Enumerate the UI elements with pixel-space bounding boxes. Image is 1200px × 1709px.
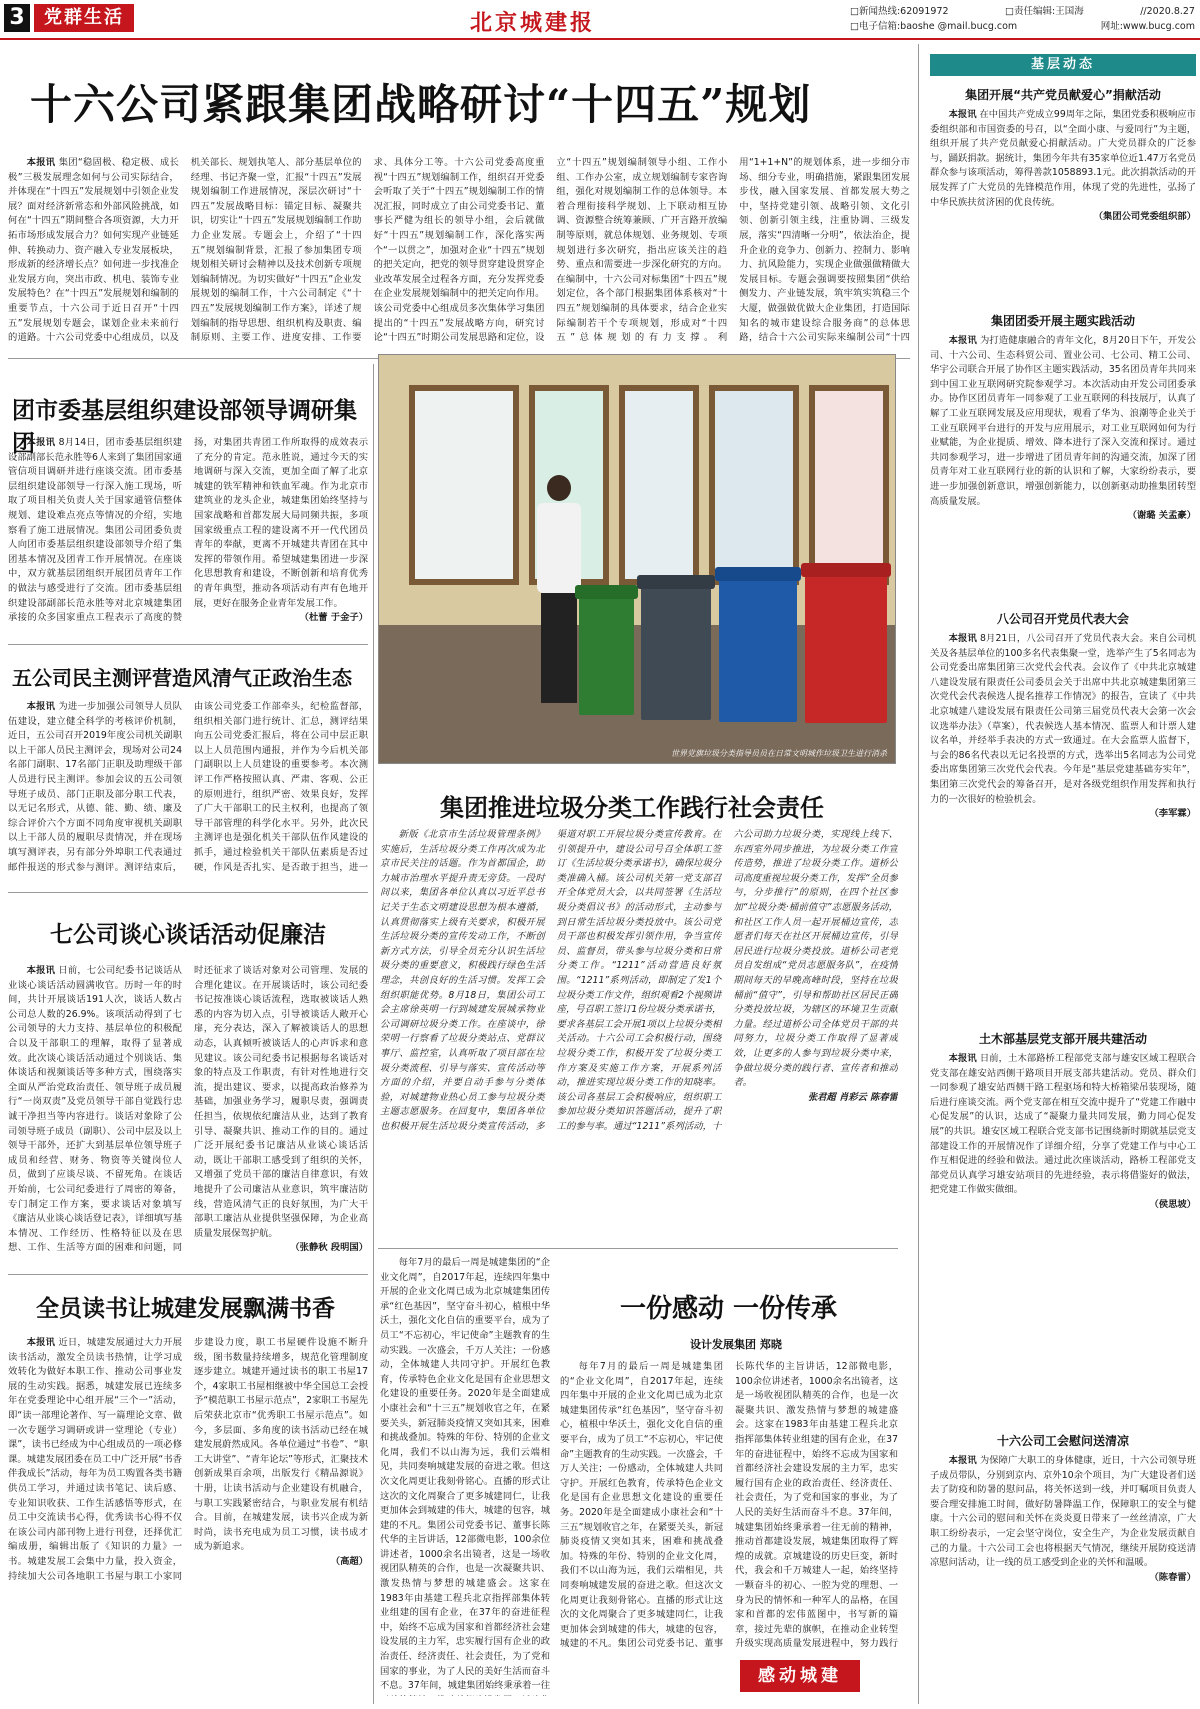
masthead-meta xyxy=(850,4,1195,34)
article-7-col-2 xyxy=(560,1360,898,1656)
article-5-text: 近日，城建发展通过大力开展读书活动，激发全员读书热情，让学习成效转化为做好本职工作、推动公司事业发展的生动实践。据悉，城建发展已连续多年在党委理论中心组开展“三个一”活动，即“读一部理论著作、写一篇理论文章、做一次专题学习调研或讲一堂理论（专业）课”，读书已经成为中心组成员的一项必修课。城建发展团委在员工中广泛开展“书香伴我成长”活动，每年为员工购置各类书籍供员工学习，并通过读书笔记、读后感、专业知识收获、工作生活感悟等形式，在员工中交流读书心得，优秀读书心得不仅在该公司内部刊物上进行刊登，还择优汇编成册，编辑出版了《知识的力量》一书。城建发展工会集中力量，投入资金，持续加大公司各地职工书屋与职工小家同步建设力度，职工书屋硬件设施不断升级，图书数量持续增多，规范化管理制度逐步建立。城建开通过读书的职工书屋17个，4家职工书屋相继被中华全国总工会授予“模范职工书屋示范点”，2家职工书屋先后荣获北京市“优秀职工书屋示范点”。如今，多层面、多角度的读书活动已经在城建发展蔚然成风。各单位通过“书卷”、“职工大讲堂”、“青年论坛”等形式，汇聚技术创新成果百余项，出版发行《精品源说》十册，让读书活动与企业建设有机融合，与职工实践紧密结合，与职业发展有机结合。目前，在城建发展，读书兴企成为新时尚，读书充电成为员工习惯，读书成才成为新追求。 xyxy=(8,1337,368,1582)
sidebar-item-body: 本报讯 日前，土木部路桥工程部党支部与雄安区域工程联合党支部在雄安站西侧干路项目开展支部共建活动。党员、群众们一同参观了雄安站西侧干路工程驱场和特大桥箱梁吊装现场，随后进行座谈交流。两个党支部在相互交流中提升了“党建工作融中心促发展”的认识，达成了“凝聚力量共同发展，勤力同心促发展”的共识。雄安区域工程联合党支部书记围绕新时期就基层党支部建设工作的开展情况作了详细介绍，分享了党建工作与中心工作互相促进的经验和做法。通过此次座谈活动，路桥工程部党支部党员认真学习雄安站项目的先进经验，表示将借鉴好的做法，把党建工作做实做细。 （侯思坡） xyxy=(930,1052,1196,1422)
article-6-body xyxy=(380,828,898,1242)
sidebar-item-title: 集团团委开展主题实践活动 xyxy=(990,314,1135,328)
sidebar-item-byline: （侯思坡） xyxy=(1149,1198,1196,1210)
article-5-byline: （高超） xyxy=(330,1555,368,1567)
article-3-title: 五公司民主测评营造风清气正政治生态 xyxy=(12,666,352,690)
article-6-text: 新版《北京市生活垃圾管理条例》实施后，生活垃圾分类工作再次成为北京市民关注的话题。作为首都国企，助力城市治理水平提升责无旁贷。一段时间以来，集团各单位认真以习近平总书记关于生态文明建设思想为根本遵循，认真贯彻落实上级有关要求，积极开展生活垃圾分类的宣传发动工作，不断创新方式方法，引导全员充分认识生活垃圾分类的重要意义，积极践行绿色生活理念，共创良好的生活习惯。发挥工会组织职能优势。8月18日，集团公司工会主席徐英明一行到城建发展城承物业公司调研垃圾分类工作。在座谈中，徐荣明一行察看了垃圾分类站点、党群议事厅、监控室，认真听取了项目部在垃圾分类流程、引导与落实、宣传活动等方面的介绍，并要自动手参与分类体验，对城建物业热心员工参与垃圾分类主题志愿服务。在回复中，集团各单位也积极开展生活垃圾分类宣传活动，多渠道对职工开展垃圾分类宣传教育。在引领提升中，建设公司号召全体职工签订《生活垃圾分类承诺书》，确保垃圾分类准确入桶。该公司机关第一党支部召开全体党员大会，以共同签署《生活垃圾分类倡议书》的活动形式，主动参与到日常生活垃圾分类投放中。该公司党员干部也积极发挥引领作用，争当宣传员、监督员，带头参与垃圾分类和日常分类工作。“1211”活动营造良好氛围。“1211”系列活动，即制定了发1个垃圾分类工作文件，组织观看2个视频讲座，号召职工签订1份垃圾分类承诺书，要求各基层工会开展1项以上垃圾分类相关活动。十六公司工会积极行动，围绕垃圾分类工作，积极开发了垃圾分类工作方案及实施工作方案，开展系列活动，推进实现垃圾分类工作的知晓率。该公司各基层工会积极响应，组织职工参加垃圾分类知识答题活动，提升了职工的参与率。通过“1211”系列活动，十六公司助力垃圾分类，实现线上线下、东西室外同步推进，为垃圾分类工作宣传造势，推进了垃圾分类工作。道桥公司高度重视垃圾分类工作，发挥“全员参与，分步推行”的原则，在四个社区参加“垃圾分类·桶前值守”志愿服务活动，和社区工作人员一起开展桶边宣传，志愿者们每天在社区开展桶边宣传，引导居民进行垃圾分类投放。道桥公司老党员自发组成“党员志愿服务队”，在疫情期间每天的早晚高峰时段，坚持在垃圾桶前“值守”，引导和帮助社区居民正确分类投放垃圾，为辖区的环境卫生贡献力量。经过道桥公司全体党员干部的共同努力，垃圾分类工作取得了显著成效，让更多的人参与到垃圾分类中来，争做垃圾分类的践行者、宣传者和推动者。 xyxy=(380,829,898,1132)
sidebar-item-title: 集团开展“共产党员献爱心”捐献活动 xyxy=(965,88,1161,102)
article-2-text: 8月14日，团市委基层组织建设部副部长范永胜等6人来到了集团国家通管信项目调研并进行座谈交流。团市委基层组织建设部领导一行深入施工现场，听取了项目相关负责人关于国家通管信整体规划、建设难点亮点等情况的介绍，实地察看了施工进展情况。集团公司团委负责人向团市委基层组织建设部领导介绍了集团基本情况及团青工作开展情况。在座谈中，双方就基层团组织开展团员青年工作的做法与感受进行了交流。团市委基层组织建设部副部长范永胜等对北京城建集团承接的众多国家重点工程表示了高度的赞扬，对集团共青团工作所取得的成效表示了充分的肯定。范永胜说，通过今天的实地调研与深入交流，更加全面了解了北京城建的铁军精神和铁血军魂。作为北京市建筑业的龙头企业，城建集团始终坚持与国家战略和首都发展大局同频共振，多项国家级重点工程的建设离不开一代代团员青年的奉献，更离不开城建共青团在其中发挥的带领作用。希望城建集团进一步深化思想教育和建设，不断创新和培育优秀的青年典型，推动各项活动有声有色地开展，更好在服务企业青年发展工作。 xyxy=(8,437,368,624)
article-7-col-1 xyxy=(380,1256,550,1696)
column-divider xyxy=(373,364,374,1704)
article-2-byline: （杜蕾 于金子） xyxy=(299,612,368,624)
sidebar-item-byline: （集团公司党委组织部） xyxy=(1093,211,1196,223)
sidebar xyxy=(930,44,1196,1704)
photo-panel xyxy=(409,385,519,585)
sidebar-item-byline: （陈春雷） xyxy=(1149,1571,1196,1583)
sidebar-item-title: 八公司召开党员代表大会 xyxy=(996,612,1129,626)
garbage-sorting-photo xyxy=(378,354,896,764)
hotline: □新闻热线:62091972 xyxy=(850,6,949,17)
article-1-lead: 本报讯 xyxy=(26,157,56,168)
article-2-title: 团市委基层组织建设部领导调研集团 xyxy=(12,397,357,457)
section-name: 党群生活 xyxy=(34,4,134,32)
article-7-title: 一份感动 一份传承 xyxy=(620,1294,838,1324)
article-5-body: 本报讯 近日，城建发展通过大力开展读书活动，激发全员读书热情，让学习成效转化为做好本职工作、推动公司事业发展的生动实践。据悉，城建发展已连续多年在党委理论中心组开展“三个一”活动，即“读一部理论著作、写一篇理论文章、做一次专题学习调研或讲一堂理论（专业）课”，读书已经成为中心组成员的一项必修课。城建发展团委在员工中广泛开展“书香伴我成长”活动，每年为员工购置各类书籍供员工学习，并通过读书笔记、读后感、专业知识收获、工作生活感悟等形式，在员工中交流读书心得，优秀读书心得不仅在该公司内部刊物上进行刊登，还择优汇编成册，编辑出版了《知识的力量》一书。城建发展工会集中力量，投入资金，持续加大公司各地职工书屋与职工小家同步建设力度，职工书屋硬件设施不断升级，图书数量持续增多，规范化管理制度逐步建立。城建开通过读书的职工书屋17个，4家职工书屋相继被中华全国总工会授予“模范职工书屋示范点”，2家职工书屋先后荣获北京市“优秀职工书屋示范点”。如今，多层面、多角度的读书活动已经在城建发展蔚然成风。各单位通过“书卷”、“职工大讲堂”、“青年论坛”等形式，汇聚技术创新成果百余项，出版发行《精品源说》十册，让读书活动与企业建设有机融合，与职工实践紧密结合，与职业发展有机结合。目前，在城建发展，读书兴企成为新时尚，读书充电成为员工习惯，读书成才成为新追求。 （高超） xyxy=(8,1337,368,1582)
blue-bin xyxy=(719,577,797,722)
divider xyxy=(8,1274,368,1275)
sidebar-item-title: 十六公司工会慰问送清凉 xyxy=(996,1434,1129,1448)
photo-panel xyxy=(619,385,699,585)
article-7-author: 设计发展集团 郑晓 xyxy=(690,1338,782,1351)
article-3-body: 本报讯 为进一步加强公司领导人员队伍建设，建立健全科学的考核评价机制，近日，五公司召开2019年度公司机关副职以上干部人员民主测评会，现场对公司24名部门副职、17名部门正职及助理级干部人员进行民主测评。参加会议的五公司领导班子成员、部门正职及部分职工代表，以无记名形式，从德、能、勤、绩、廉及综合评价六个方面不同角度审视机关副职以上干部人员的履职尽责情况，并在现场填写测评表，另有部分外埠职工代表通过邮件报送的形式参与测评。测评结束后，由该公司党委工作部牵头，纪检监督部，组织相关部门进行统计、汇总，测评结果向五公司党委汇报后，将在公司中层正职以上人员范围内通报，并作为今后机关部门副职以上人员建设的重要参考。本次测评工作严格按照认真、严肃、客观、公正的原则进行，组织严密、效果良好，发挥了广大干部职工的民主权利，也提高了领导干部管理的科学化水平。另外，此次民主测评也是强化机关干部队伍作风建设的抓手，通过检验机关干部队伍素质是否过硬，作风是否扎实、是否敢于担当，进一 xyxy=(8,700,368,884)
issue-date: //2020.8.27 xyxy=(1140,6,1195,17)
article-1-text: 集团“稳固极、稳定极、成长极”三极发展理念如何与公司实际结合，并体现在“十四五”发展规划中引领企业发展？面对经济新常态和外部风险挑战，如何在“十四五”期间整合各项资源，大力开拓市场形成发展合力？如何实现产业链延伸、转换动力、资产融入专业发展板块，形成新的经济增长点？如何进一步找准企业发展方向，突出市政、机电、装饰专业发展特色？在“十四五”发展规划和编制的重要节点，十六公司于近日召开“十四五”发展规划专题会，谋划企业未来前行的道路。十六公司党委中心组成员，以及机关部长、规划执笔人、部分基层单位的经理、书记齐聚一堂，汇报“十四五”发展规划编制工作进展情况，深层次研讨“十四五”发展战略目标：锚定目标、凝聚共识，切实让“十四五”发展规划编制工作助力企业发展。专题会上，介绍了“十四五”规划编制背景，汇报了参加集团专项规划相关研讨会精神以及技术创新专项规划编制情况。为切实做好“十四五”企业发展规划的编制工作，十六公司制定《“十四五”发展规划编制工作方案》，详述了规划编制的指导思想、组织机构及职责、编制原则、主要工作、进度安排、工作要求、具体分工等。十六公司党委高度重视“十四五”规划编制工作，组织召开党委会听取了关于“十四五”规划编制工作的情况汇报，同时成立了由公司党委书记、董事长严健为组长的领导小组，会后就做好“十四五”规划编制工作，深化落实两个“一以贯之”，加强对企业“十四五”规划的把关定向，把党的领导贯穿建设贯穿企业改革发展全过程各方面，充分发挥党委在企业发展规划编制中的把关定向作用。该公司党委中心组成员多次集体学习集团提出的“十四五”发展战略方向，研究讨论“十四五”时期公司发展思路和定位，设立“十四五”规划编制领导小组、工作小组、工作办公室，成立规划编制专家咨询组，强化对规划编制工作的总体领导。本着合理衔接科学规划、上下联动相互协调、资源整合统筹兼顾、广开言路开放编制等原则，就总体规划、业务规划、专项规划进行多次研究，指出应该关注的趋势、重点和需要进一步深化研究的方向。在编制中，十六公司对标集团“十四五”规划定位，各个部门根据集团体系核对“十四五”规划编制的具体要求，结合企业实际编制若干个专项规划，形成对“十四五”总体规划的有力支撑。利用“1+1+N”的规划体系，进一步细分市场、细分专业，明确措施，紧跟集团发展步伐，融入国家发展、首都发展大势之中，坚持党建引领、战略引领、文化引领、创新引领主线，注重协调、三级发展，落实“四清晰一分明”，依法治企，提升企业的竞争力、创新力、控制力、影响力、抗风险能力，实现企业做强做精做大发展目标。专题会强调要按照集团“供给侧发力、产业链发展，筑牢筑实筑稳三个大厦，做强做优做大企业集团，打造国际知名的城市建设综合服务商”的总体思路，结合十六公司实际来编制公司“十四 xyxy=(8,157,910,344)
masthead xyxy=(0,0,1200,40)
article-4-title: 七公司谈心谈话活动促廉洁 xyxy=(50,921,326,948)
sidebar-divider xyxy=(918,44,919,1704)
photo-panel xyxy=(709,385,799,585)
decoration-stamp: 感动城建 xyxy=(740,1660,860,1692)
article-7-text: 每年7月的最后一周是城建集团的“企业文化周”，自2017年起，连续四年集中开展的企业文化周已成为北京城建集团传承“红色基因”，坚守奋斗初心，植根中华沃土，强化文化自信的重要平台，成为了员工“不忘初心，牢记使命”主题教育的生动实践。一次盛会，千万人关注；一份感动，全体城建人共同守护。开展红色教育，传承特色企业文化是国有企业思想文化建设的重要任务。2020年是全面建成小康社会和“十三五”规划收官之年，在紧要关头，新冠肺炎疫情又突如其来，困难和挑战叠加。特殊的年份、特别的企业文化周，我们不以山海为远，我们云端相见，共同奏响城建发展的奋进之歌。但这次文化周更让我刻骨铭心。直播的形式让这次的文化周聚合了更多城建同仁，让我更加体会到城建的伟大，城建的包容，城建的不凡。集团公司党委书记、董事长陈代华的主旨讲话，12部微电影，100余位讲述者，1000余名出镜者，这是一场收视团队精英的合作，也是一次凝聚共识、激发热情与梦想的城建盛会。这家在1983年由基建工程兵北京指挥部集体转业组建的国有企业，在37年的奋进征程中，始终不忘成为国家和首都经济社会建设发展的主力军，忠实履行国有企业的政治责任、经济责任、社会责任，为了党和国家的事业，为了人民的美好生活而奋斗不息。37年间，城建集团始终秉承着一往 xyxy=(380,1257,550,1692)
sidebar-item-byline: （李军霖） xyxy=(1149,808,1196,820)
divider xyxy=(8,644,368,645)
article-6-title: 集团推进垃圾分类工作践行社会责任 xyxy=(440,793,824,822)
red-bin xyxy=(805,573,887,723)
sidebar-item-byline: （谢璐 关孟豪） xyxy=(1127,510,1196,522)
website: 网址:www.bucg.com xyxy=(1100,21,1195,32)
article-4-byline: （张静秋 段明国） xyxy=(290,1242,368,1254)
editor: □责任编辑:王国海 xyxy=(1005,6,1084,17)
article-6-byline: 张君超 肖彩云 陈春雷 xyxy=(807,1091,898,1103)
sidebar-tag: 基层动态 xyxy=(930,54,1196,76)
article-1-body xyxy=(8,156,910,352)
sidebar-item-body: 本报讯 在中国共产党成立99周年之际，集团党委积极响应市委组织部和市国资委的号召，以“全面小康、与爱同行”为主题，组织开展了共产党员献爱心捐献活动。广大党员群众的广泛参与，踊跃捐款。据统计，集团今年共有35家单位近1.47万名党员群众参与该项活动，筹得善款1058893.1元。此次捐款活动的开展发挥了广大党员的先锋模范作用，体现了党的先进性，弘扬了中华民族扶贫济困的优良传统。 （集团公司党委组织部） xyxy=(930,108,1196,298)
page-number: 3 xyxy=(4,4,30,32)
divider xyxy=(378,1248,898,1249)
sidebar-item-title: 土木部基层党支部开展共建活动 xyxy=(978,1032,1147,1046)
article-5-title: 全员读书让城建发展飘满书香 xyxy=(36,1295,335,1322)
gray-bin xyxy=(641,585,711,720)
article-4-text: 日前，七公司纪委书记谈话从业谈心谈话活动圆满收官。历时一年的时间，共计开展谈话191人次，谈话人数占公司总人数的26.9%。该项活动得到了七公司领导的大力支持、基层单位的积极配合以及干部职工的理解，取得了显著成效。此次谈心谈话活动通过个别谈话、集体谈话和视频谈话等多种方式，围绕落实全面从严治党政治责任、领导班子成员履行“一岗双责”及党员领导干部自觉践行忠诚干净担当等内容进行。谈话对象除了公司领导班子成员（副职）、公司中层及以上领导干部外，还扩大到基层单位领导班子成员和经营、财务、物资等关键岗位人员，做到了应谈尽谈、不留死角。在谈话开始前，七公司纪委进行了周密的筹备，专门制定工作方案，要求谈话对象填写《廉洁从业谈心谈话登记表》，详细填写基本情况、工作经历、性格特征以及在思想、工作、生活等方面的困难和问题，同时还征求了谈话对象对公司管理、发展的合理化建议。在开展谈话时，该公司纪委书记按准谈心谈话流程，选取被谈话人熟悉的内容为切入点，引导被谈话人敞开心扉，充分表达，深入了解被谈话人的思想动态，认真倾听被谈话人的心声诉求和意见建议。该公司纪委书记根据每名谈话对象的特点及工作职责，有针对性地进行交流，提出建议、要求，以提高政治修养为基础，加强业务学习，履职尽责，强调责任担当，依规依纪廉洁从业，达到了教育引导、凝聚共识、推动工作的目的。通过广泛开展纪委书记廉洁从业谈心谈话活动，既让干部职工感受到了组织的关怀，又增强了党员干部的廉洁自律意识，有效地提升了公司廉洁从业意识，筑牢廉洁防线，营造风清气正的良好氛围，为广大干部职工廉洁从业提供坚强保障，为企业高质量发展保驾护航。 xyxy=(8,965,368,1254)
article-7-text-continued: 每年7月的最后一周是城建集团的“企业文化周”，自2017年起，连续四年集中开展的企业文化周已成为北京城建集团传承“红色基因”，坚守奋斗初心，植根中华沃土，强化文化自信的重要平台，成为了员工“不忘初心，牢记使命”主题教育的生动实践。一次盛会，千万人关注；一份感动，全体城建人共同守护。开展红色教育，传承特色企业文化是国有企业思想文化建设的重要任务。2020年是全面建成小康社会和“十三五”规划收官之年，在紧要关头，新冠肺炎疫情又突如其来，困难和挑战叠加。特殊的年份、特别的企业文化周，我们不以山海为远，我们云端相见，共同奏响城建发展的奋进之歌。但这次文化周更让我刻骨铭心。直播的形式让这次的文化周聚合了更多城建同仁，让我更加体会到城建的伟大，城建的包容，城建的不凡。集团公司党委书记、董事长陈代华的主旨讲话，12部微电影，100余位讲述者，1000余名出镜者，这是一场收视团队精英的合作，也是一次凝聚共识、激发热情与梦想的城建盛会。这家在1983年由基建工程兵北京指挥部集体转业组建的国有企业，在37年的奋进征程中，始终不忘成为国家和首都经济社会建设发展的主力军，忠实履行国有企业的政治责任、经济责任、社会责任，为了党和国家的事业，为了人民的美好生活而奋斗不息。37年间，城建集团始终秉承着一往无前的精神，推动首都建设发展，城建集团取得了辉煌的成就。京城建设的历史巨变，新时代，我会和千万城建人一起，始终坚持一颗奋斗的初心、一腔为党的理想、一身为民的情怀和一种军人的品格，在国家和首都的宏伟蓝图中，书写新的篇章，接过先辈的旗帜，在推动企业转型升级实现高质量发展进程中，努力践行 xyxy=(560,1361,898,1650)
article-3-text: 为进一步加强公司领导人员队伍建设，建立健全科学的考核评价机制，近日，五公司召开2019年度公司机关副职以上干部人员民主测评会，现场对公司24名部门副职、17名部门正职及助理级干部人员进行民主测评。参加会议的五公司领导班子成员、部门正职及部分职工代表，以无记名形式，从德、能、勤、绩、廉及综合评价六个方面不同角度审视机关副职以上干部人员的履职尽责情况，并在现场填写测评表，另有部分外埠职工代表通过邮件报送的形式参与测评。测评结束后，由该公司党委工作部牵头，纪检监督部，组织相关部门进行统计、汇总，测评结果向五公司党委汇报后，将在公司中层正职以上人员范围内通报，并作为今后机关部门副职以上人员建设的重要参考。本次测评工作严格按照认真、严肃、客观、公正的原则进行，组织严密、效果良好，发挥了广大干部职工的民主权利，也提高了领导干部管理的科学化水平。另外，此次民主测评也是强化机关干部队伍作风建设的抓手，通过检验机关干部队伍素质是否过硬，作风是否扎实、是否敢于担当，进一 xyxy=(8,701,368,873)
main-headline: 十六公司紧跟集团战略研讨“十四五”规划 xyxy=(30,80,812,129)
paper-name: 北京城建报 xyxy=(470,10,596,36)
article-4-body: 本报讯 日前，七公司纪委书记谈话从业谈心谈话活动圆满收官。历时一年的时间，共计开展谈话191人次，谈话人数占公司总人数的26.9%。该项活动得到了七公司领导的大力支持、基层单位的积极配合以及干部职工的理解，取得了显著成效。此次谈心谈话活动通过个别谈话、集体谈话和视频谈话等多种方式，围绕落实全面从严治党政治责任、领导班子成员履行“一岗双责”及党员领导干部自觉践行忠诚干净担当等内容进行。谈话对象除了公司领导班子成员（副职）、公司中层及以上领导干部外，还扩大到基层单位领导班子成员和经营、财务、物资等关键岗位人员，做到了应谈尽谈、不留死角。在谈话开始前，七公司纪委进行了周密的筹备，专门制定工作方案，要求谈话对象填写《廉洁从业谈心谈话登记表》，详细填写基本情况、工作经历、性格特征以及在思想、工作、生活等方面的困难和问题，同时还征求了谈话对象对公司管理、发展的合理化建议。在开展谈话时，该公司纪委书记按准谈心谈话流程，选取被谈话人熟悉的内容为切入点，引导被谈话人敞开心扉，充分表达，深入了解被谈话人的思想动态，认真倾听被谈话人的心声诉求和意见建议。该公司纪委书记根据每名谈话对象的特点及工作职责，有针对性地进行交流，提出建议、要求，以提高政治修养为基础，加强业务学习，履职尽责，强调责任担当，依规依纪廉洁从业，达到了教育引导、凝聚共识、推动工作的目的。通过广泛开展纪委书记廉洁从业谈心谈话活动，既让干部职工感受到了组织的关怀，又增强了党员干部的廉洁自律意识，有效地提升了公司廉洁从业意识，筑牢廉洁防线，营造风清气正的良好氛围，为广大干部职工廉洁从业提供坚强保障，为企业高质量发展保驾护航。 （张静秋 段明国） xyxy=(8,964,368,1268)
sidebar-item-body: 本报讯 8月21日，八公司召开了党员代表大会。来自公司机关及各基层单位的100多名代表集聚一堂，选举产生了5名同志为公司党委出席集团第三次党代会代表。会议作了《中共北京城建八建设发展有限责任公司委员会关于出席中共北京城建集团第三次党代会代表候选人提名推荐工作情况》的报告，宣读了《中共北京城建八建设发展有限责任公司第三届党员代表大会第一次会议选举办法》（草案），代表候选人基本情况、监票人和计票人建议名单，并经举手表决的方式一致通过。在大会监票人监督下，与会的86名代表以无记名投票的方式，选举出5名同志为公司党委出席集团第三次党代会代表。今年是“基层党建基础夯实年”，集团第三次党代会的筹备召开，是对各级党组织作用发挥和执行力的一次很好的检验机会。 （李军霖） xyxy=(930,632,1196,1018)
article-2-body: 本报讯 8月14日，团市委基层组织建设部副部长范永胜等6人来到了集团国家通管信项目调研并进行座谈交流。团市委基层组织建设部领导一行深入施工现场，听取了项目相关负责人关于国家通管信整体规划、建设难点亮点等情况的介绍，实地察看了施工进展情况。集团公司团委负责人向团市委基层组织建设部领导介绍了集团基本情况及团青工作开展情况。在座谈中，双方就基层团组织开展团员青年工作的做法与感受进行了交流。团市委基层组织建设部副部长范永胜等对北京城建集团承接的众多国家重点工程表示了高度的赞扬，对集团共青团工作所取得的成效表示了充分的肯定。范永胜说，通过今天的实地调研与深入交流，更加全面了解了北京城建的铁军精神和铁血军魂。作为北京市建筑业的龙头企业，城建集团始终坚持与国家战略和首都发展大局同频共振，多项国家级重点工程的建设离不开一代代团员青年的奉献，更离不开城建共青团在其中发挥的带领作用。希望城建集团进一步深化思想教育和建设，不断创新和培育优秀的青年典型，推动各项活动有声有色地开展，更好在服务企业青年发展工作。 （杜蕾 于金子） xyxy=(8,436,368,636)
green-bin xyxy=(579,595,634,715)
email: □电子信箱:baoshe @mail.bucg.com xyxy=(850,21,1018,32)
divider xyxy=(8,892,368,893)
sidebar-item-body: 本报讯 为保障广大职工的身体健康，近日，十六公司领导班子成员带队，分别到京内、京外10余个项目，为广大建设者们送去了防疫和防暑的慰问品，将关怀送到一线，并叮嘱项目负责人要合理安排施工时间，做好防暑降温工作，保障职工的安全与健康。十六公司的慰问和关怀在炎炎夏日带来了一丝丝清凉，广大职工纷纷表示，一定会坚守岗位，安全生产，为企业发展贡献自己的力量。十六公司工会也将根据天气情况，继续开展防疫送清凉慰问活动，让一线的员工感受到企业的关怀和温暖。 （陈春雷） xyxy=(930,1454,1196,1702)
photo-panel xyxy=(809,385,889,585)
photo-caption: 世界党旗垃圾分类指导员员在日常文明城作垃圾卫生进行消杀 xyxy=(671,749,887,758)
sidebar-item-body: 本报讯 为打造健康融合的青年文化，8月20日下午，开发公司、十六公司、生态科贸公司、置业公司、七公司、精工公司、华宇公司联合开展了协作区主题实践活动，35名团员青年共同来到中国工业互联网研究院参观学习。本次活动由开发公司团委承办。协作区团员青年一同参观了工业互联网的科技展厅，认真了解了工业互联网发展及应用现状，观看了华为、浪潮等企业关于工业互联网平台进行的开发与应用展示，对工业互联网如何为行业赋能，为企业提质、增效、降本进行了深入交流和探讨。通过共同参观学习，进一步增进了团员青年间的沟通交流，加深了团员青年对工业互联网行业的新的认识和了解，大家纷纷表示，要进一步加强创新意识，增强创新能力，以创新驱动助推集团转型高质量发展。 （谢璐 关孟豪） xyxy=(930,334,1196,600)
